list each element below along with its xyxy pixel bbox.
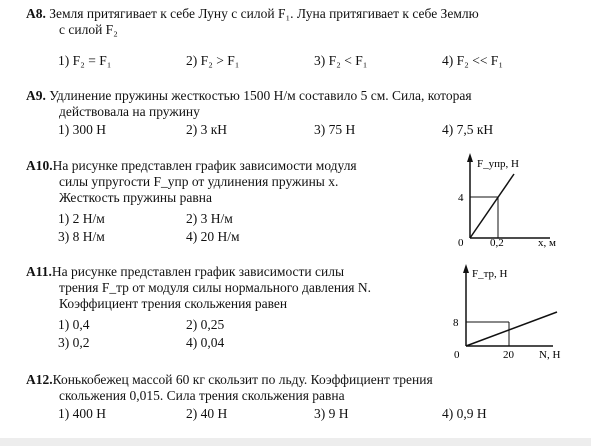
answer-option[interactable]: 3) F₂ < F₁: [314, 53, 368, 68]
friction-force-graph: [445, 260, 585, 362]
question-a11: [26, 264, 456, 312]
graph-svg: [445, 260, 585, 362]
graph-line: [470, 174, 514, 238]
answers-a10: [58, 211, 278, 245]
question-text-line: Удлинение пружины жесткостью 1500 Н/м составило 5 см. Сила, которая: [49, 88, 472, 103]
bottom-strip: [0, 438, 591, 446]
y-axis-label: F_упр, Н: [477, 158, 519, 170]
answer-option[interactable]: 2) 3 кН: [186, 122, 228, 137]
origin-label: 0: [454, 349, 460, 361]
x-tick-label: 0,2: [490, 237, 504, 249]
question-number: A10.: [26, 158, 53, 173]
question-number: A9.: [26, 88, 46, 103]
question-text-line: трения F_тр от модуля силы нормального давления N.: [59, 280, 372, 295]
question-number: A8.: [26, 6, 46, 21]
x-tick-label: 20: [503, 349, 514, 361]
answer-option[interactable]: 1) 0,4: [58, 317, 90, 332]
answer-option[interactable]: 4) F₂ << F₁: [442, 53, 504, 68]
question-a8: [26, 6, 571, 38]
x-axis-label: N, Н: [539, 349, 561, 361]
answer-option[interactable]: 3) 0,2: [58, 335, 90, 350]
answer-option[interactable]: 1) 300 Н: [58, 122, 106, 137]
answer-option[interactable]: 4) 7,5 кН: [442, 122, 494, 137]
y-axis-arrow: [463, 264, 469, 273]
question-text-line: На рисунке представлен график зависимости модуля: [52, 158, 357, 173]
answer-option[interactable]: 3) 8 Н/м: [58, 229, 105, 244]
question-text-line: Коэффициент трения скольжения равен: [59, 296, 288, 311]
question-number: A12.: [26, 372, 53, 387]
answer-option[interactable]: 4) 0,04: [186, 335, 225, 350]
y-axis-label: F_тр, Н: [472, 268, 508, 280]
question-text-line: силы упругости F_упр от удлинения пружины x.: [59, 174, 339, 189]
answer-option[interactable]: 2) 40 Н: [186, 406, 228, 421]
question-text-line: Земля притягивает к себе Луну с силой F₁. Луна притягивает к себе Землю: [49, 6, 479, 21]
answer-option[interactable]: 2) 3 Н/м: [186, 211, 233, 226]
question-text-line: скольжения 0,015. Сила трения скольжения равна: [59, 388, 345, 403]
question-text-line: Конькобежец массой 60 кг скользит по льду. Коэффициент трения: [52, 372, 433, 387]
graph-line: [466, 312, 557, 346]
answer-option[interactable]: 4) 0,9 Н: [442, 406, 487, 421]
answer-option[interactable]: 4) 20 Н/м: [186, 229, 240, 244]
answer-option[interactable]: 3) 75 Н: [314, 122, 356, 137]
question-text-line: действовала на пружину: [59, 104, 200, 119]
answer-option[interactable]: 1) F₂ = F₁: [58, 53, 112, 68]
question-a12: [26, 372, 571, 404]
spring-force-graph: [450, 150, 582, 250]
graph-svg: [450, 150, 582, 250]
y-axis-arrow: [467, 153, 473, 162]
answer-option[interactable]: 1) 2 Н/м: [58, 211, 105, 226]
answer-option[interactable]: 2) F₂ > F₁: [186, 53, 240, 68]
answers-a11: [58, 317, 278, 351]
x-axis-label: x, м: [538, 237, 556, 249]
question-text-line: На рисунке представлен график зависимости силы: [51, 264, 345, 279]
question-number: A11.: [26, 264, 52, 279]
origin-label: 0: [458, 237, 464, 249]
question-a10: [26, 158, 446, 206]
y-tick-label: 8: [453, 317, 459, 329]
question-text-line: с силой F₂: [59, 22, 118, 37]
question-text-line: Жесткость пружины равна: [59, 190, 212, 205]
answer-option[interactable]: 1) 400 Н: [58, 406, 106, 421]
y-tick-label: 4: [458, 192, 464, 204]
answer-option[interactable]: 3) 9 Н: [314, 406, 349, 421]
answer-option[interactable]: 2) 0,25: [186, 317, 225, 332]
question-a9: [26, 88, 571, 120]
